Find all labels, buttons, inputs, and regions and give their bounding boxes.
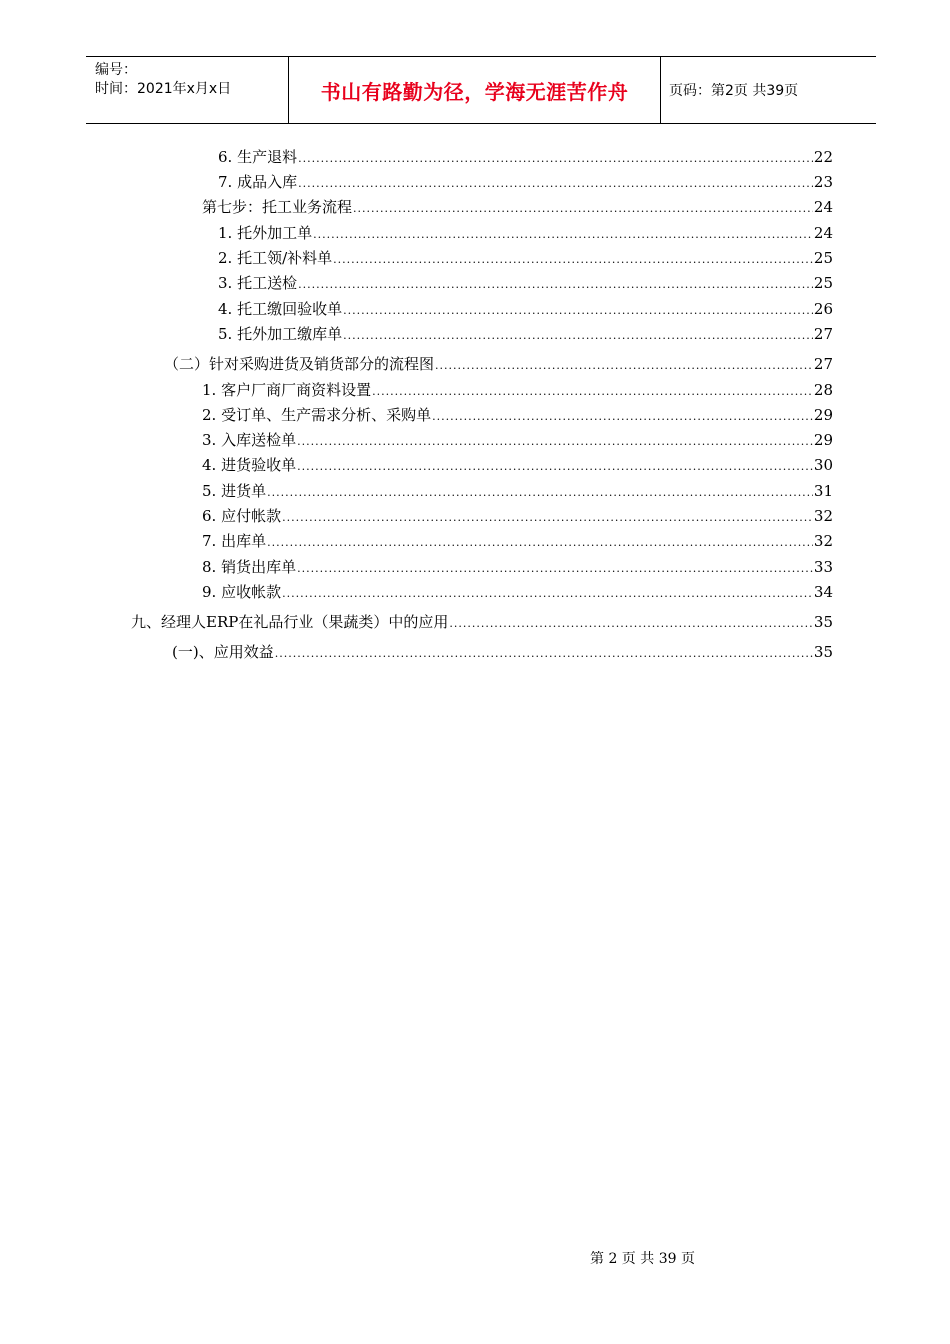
toc-entry-page: 24 [813,198,833,216]
toc-leader-dots [282,583,813,605]
header-page-info: 页码：第2页 共39页 [669,83,799,99]
toc-entry[interactable] [202,480,833,502]
toc-leader-dots [333,249,813,271]
toc-leader-dots [267,482,813,504]
toc-entry-page: 28 [813,381,833,399]
toc-leader-dots [353,198,813,220]
toc-entry[interactable] [202,454,833,476]
toc-entry-label: 7. 成品入库 [218,173,298,191]
toc-entry-label: 5. 托外加工缴库单 [218,325,343,343]
toc-leader-dots [435,355,813,377]
toc-entry-label: 3. 入库送检单 [202,431,297,449]
header-number-label: 编号： [95,62,137,78]
toc-entry[interactable] [218,222,833,244]
toc-leader-dots [275,643,813,665]
toc-entry-label: （二）针对采购进货及销货部分的流程图 [164,355,435,373]
toc-entry[interactable] [218,146,833,168]
toc-leader-dots [343,300,813,322]
toc-entry-page: 24 [813,224,833,242]
toc-entry-page: 22 [813,148,833,166]
toc-entry-page: 32 [813,532,833,550]
toc-entry[interactable] [172,641,833,663]
toc-entry-page: 35 [813,613,833,631]
toc-entry-page: 31 [813,482,833,500]
toc-entry-label: 6. 应付帐款 [202,507,282,525]
toc-leader-dots [432,406,813,428]
toc-leader-dots [297,558,813,580]
toc-entry-label: 6. 生产退料 [218,148,298,166]
toc-entry-page: 25 [813,249,833,267]
toc-leader-dots [372,381,813,403]
toc-entry-label: 1. 客户厂商厂商资料设置 [202,381,372,399]
toc-entry[interactable] [218,298,833,320]
toc-leader-dots [282,507,813,529]
toc-entry[interactable] [202,505,833,527]
toc-entry-label: 第七步：托工业务流程 [202,198,353,216]
header-meta [86,57,288,123]
toc-entry-page: 30 [813,456,833,474]
toc-entry-page: 35 [813,643,833,661]
toc-entry-label: 4. 进货验收单 [202,456,297,474]
page-header [86,56,876,124]
toc-entry[interactable] [218,247,833,269]
toc-entry[interactable] [202,196,833,218]
toc-entry-page: 32 [813,507,833,525]
toc-entry-label: (一)、应用效益 [172,643,274,661]
toc-entry[interactable] [131,611,833,633]
toc-leader-dots [297,431,813,453]
toc-leader-dots [313,224,813,246]
toc-entry-page: 34 [813,583,833,601]
toc-entry-label: 2. 托工领/补料单 [218,249,333,267]
toc-leader-dots [449,613,813,635]
toc-entry-page: 25 [813,274,833,292]
toc-entry-label: 8. 销货出库单 [202,558,297,576]
toc-entry-label: 3. 托工送检 [218,274,298,292]
toc-leader-dots [298,274,813,296]
toc-entry-label: 2. 受订单、生产需求分析、采购单 [202,406,432,424]
toc-entry-page: 23 [813,173,833,191]
toc-entry-page: 29 [813,406,833,424]
toc-entry-label: 1. 托外加工单 [218,224,313,242]
toc-entry[interactable] [202,530,833,552]
toc-entry-page: 27 [813,325,833,343]
toc-leader-dots [298,173,813,195]
toc-leader-dots [297,456,813,478]
toc-entry-label: 九、经理人ERP在礼品行业（果蔬类）中的应用 [131,613,449,631]
toc-leader-dots [267,532,813,554]
header-motto: 书山有路勤为径，学海无涯苦作舟 [288,57,661,123]
toc-entry[interactable] [218,272,833,294]
footer-page-number: 第 2 页 共 39 页 [590,1251,695,1267]
toc-entry-label: 5. 进货单 [202,482,267,500]
toc-entry[interactable] [218,323,833,345]
toc-entry[interactable] [164,353,833,375]
toc-entry-page: 33 [813,558,833,576]
toc-entry-page: 27 [813,355,833,373]
toc-entry-page: 26 [813,300,833,318]
toc-entry[interactable] [202,556,833,578]
toc-entry-label: 4. 托工缴回验收单 [218,300,343,318]
toc-entry[interactable] [202,379,833,401]
toc-entry[interactable] [218,171,833,193]
toc-entry-label: 9. 应收帐款 [202,583,282,601]
toc-leader-dots [343,325,813,347]
toc-entry[interactable] [202,404,833,426]
toc-entry-page: 29 [813,431,833,449]
header-time-label: 时间：2021年x月x日 [95,81,232,97]
toc-entry[interactable] [202,429,833,451]
toc-leader-dots [298,148,813,170]
toc-entry[interactable] [202,581,833,603]
toc-entry-label: 7. 出库单 [202,532,267,550]
